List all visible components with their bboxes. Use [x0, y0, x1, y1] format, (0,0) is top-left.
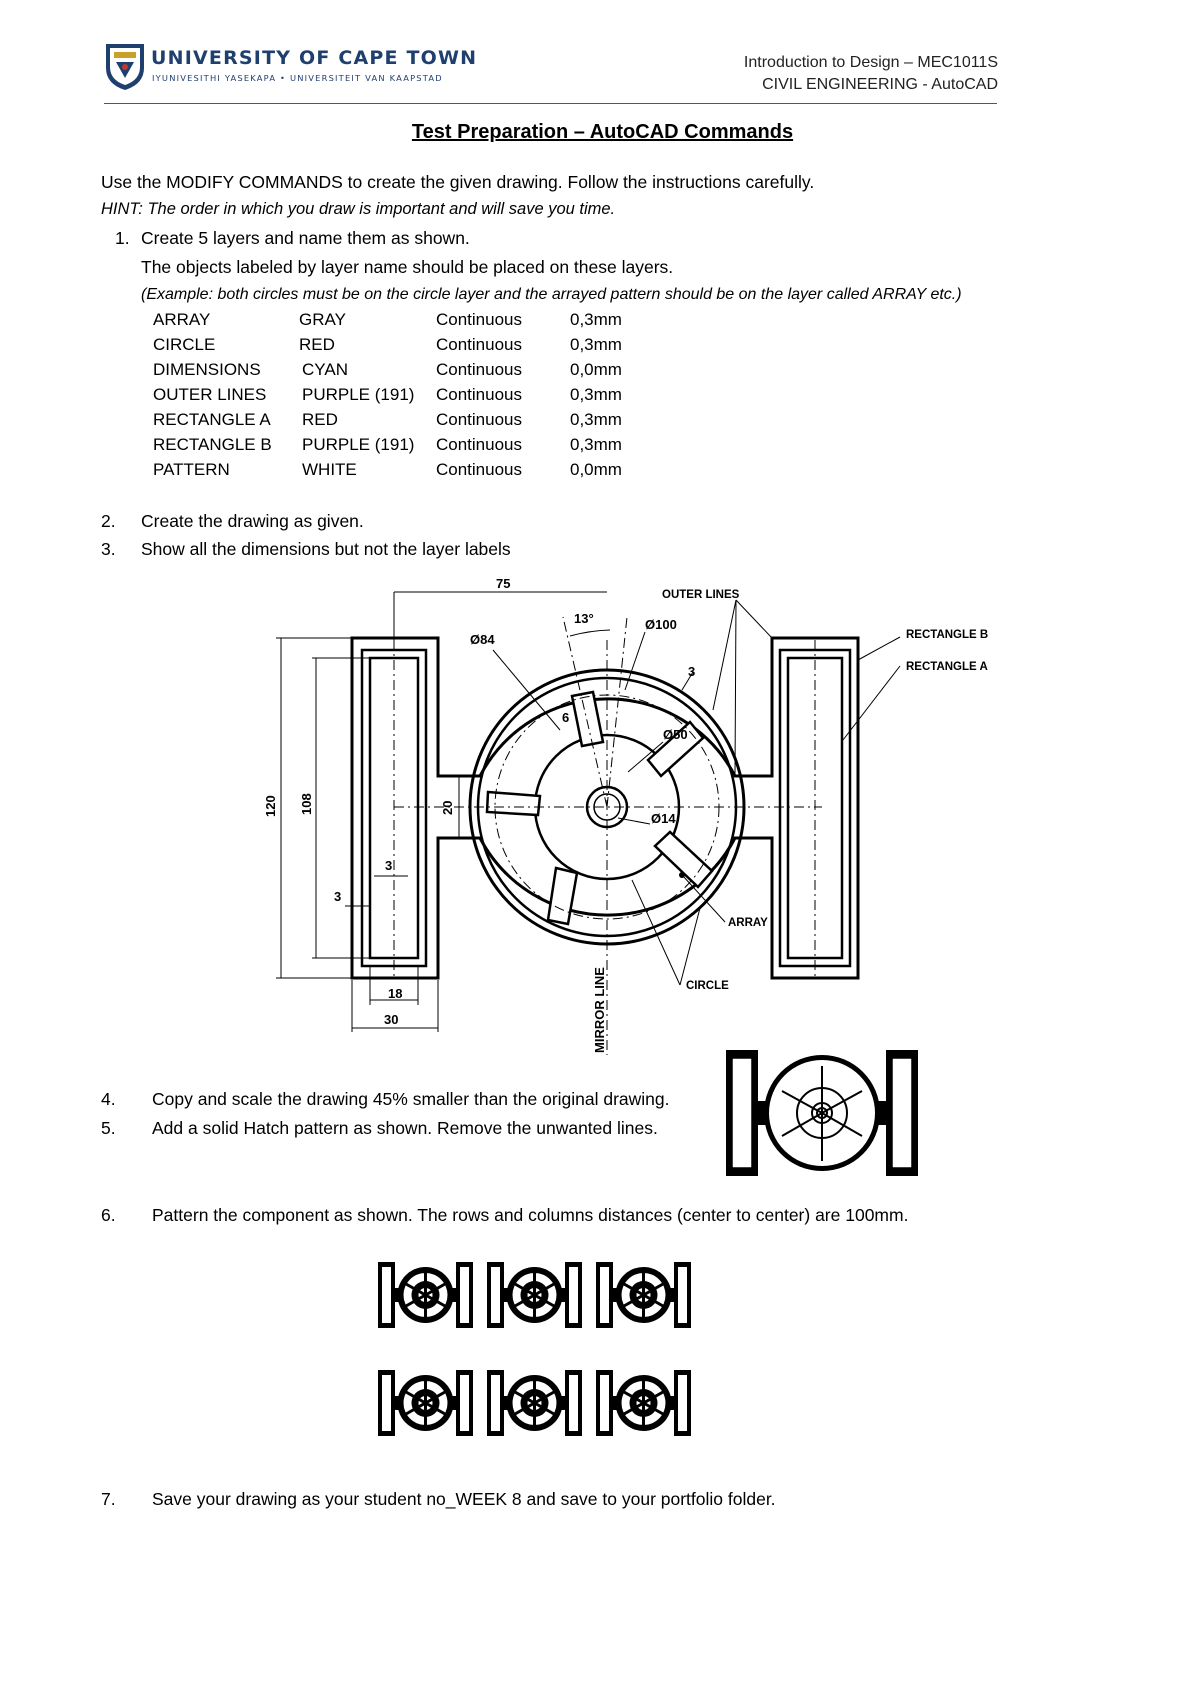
pattern-instance	[487, 1370, 582, 1436]
layer-row	[0, 435, 800, 459]
layer-color: GRAY	[299, 310, 346, 329]
layer-weight: 0,0mm	[570, 460, 622, 479]
layer-row	[0, 385, 800, 409]
step-5-number: 5.	[101, 1118, 116, 1138]
dim-75: 75	[496, 576, 511, 591]
dim-120: 120	[263, 795, 278, 817]
array-slot	[655, 832, 712, 887]
technical-drawing	[250, 570, 990, 1060]
layer-linetype: Continuous	[436, 385, 523, 404]
layer-linetype: Continuous	[436, 360, 523, 379]
dept-line: CIVIL ENGINEERING - AutoCAD	[762, 76, 998, 93]
dim-3-top: 3	[688, 664, 696, 679]
layer-weight: 0,0mm	[570, 360, 622, 379]
layer-linetype: Continuous	[436, 310, 523, 329]
uct-crest-logo	[104, 42, 146, 92]
university-subtitle: IYUNIVESITHI YASEKAPA • UNIVERSITEIT VAN KAAPSTAD	[152, 73, 443, 83]
step-2-text: Create the drawing as given.	[141, 511, 364, 531]
hatched-component-preview	[722, 1046, 922, 1181]
layer-row	[0, 460, 800, 484]
layer-weight: 0,3mm	[570, 310, 622, 329]
dim-30: 30	[384, 1012, 399, 1027]
layer-color: RED	[302, 410, 338, 429]
dim-d84: Ø84	[470, 632, 495, 647]
label-mirror-line: MIRROR LINE	[592, 967, 607, 1053]
layer-weight: 0,3mm	[570, 385, 622, 404]
layer-row	[0, 335, 800, 359]
dim-d100: Ø100	[645, 617, 677, 632]
layer-color: PURPLE (191)	[302, 435, 415, 454]
layer-linetype: Continuous	[436, 335, 523, 354]
hint-text: HINT: The order in which you draw is important and will save you time.	[101, 200, 616, 218]
layer-linetype: Continuous	[436, 410, 523, 429]
layer-row	[0, 360, 800, 384]
layer-weight: 0,3mm	[570, 435, 622, 454]
layer-linetype: Continuous	[436, 460, 523, 479]
outer-lines-profile	[352, 638, 858, 978]
page-title: Test Preparation – AutoCAD Commands	[411, 121, 794, 143]
step-7-number: 7.	[101, 1489, 116, 1509]
step-4-text: Copy and scale the drawing 45% smaller than the original drawing.	[152, 1089, 670, 1109]
layer-color: WHITE	[302, 460, 357, 479]
label-outer-lines: OUTER LINES	[662, 589, 740, 601]
layer-linetype: Continuous	[436, 435, 523, 454]
header-divider	[104, 103, 997, 104]
array-slot	[548, 868, 577, 924]
layer-name: PATTERN	[153, 460, 230, 479]
pattern-instance	[596, 1262, 691, 1328]
layer-name: CIRCLE	[153, 335, 216, 354]
label-circle: CIRCLE	[686, 980, 729, 992]
dim-108: 108	[299, 793, 314, 815]
university-name: UNIVERSITY OF CAPE TOWN	[151, 47, 478, 69]
dim-6: 6	[562, 710, 570, 725]
header-right	[598, 52, 998, 96]
step-2-number: 2.	[101, 511, 116, 531]
step-3-text: Show all the dimensions but not the layer labels	[141, 539, 511, 559]
step-7-text: Save your drawing as your student no_WEEK 8 and save to your portfolio folder.	[152, 1489, 776, 1509]
step-5-text: Add a solid Hatch pattern as shown. Remove the unwanted lines.	[152, 1118, 658, 1138]
dim-13-degrees: 13°	[574, 611, 594, 626]
course-line: Introduction to Design – MEC1011S	[743, 54, 998, 71]
dim-d14: Ø14	[651, 811, 676, 826]
step-6-number: 6.	[101, 1205, 116, 1225]
layer-name: ARRAY	[153, 310, 211, 329]
pattern-instance	[378, 1262, 473, 1328]
layer-name: OUTER LINES	[153, 385, 267, 404]
layer-color: PURPLE (191)	[302, 385, 415, 404]
dim-3-inner: 3	[385, 858, 393, 873]
step-1-line2: The objects labeled by layer name should be placed on these layers.	[141, 257, 674, 277]
step-1-number: 1.	[115, 228, 130, 248]
pattern-grid	[376, 1258, 691, 1438]
step-6-text: Pattern the component as shown. The rows and columns distances (center to center) are 100mm.	[152, 1205, 909, 1225]
dim-18: 18	[388, 986, 403, 1001]
layer-color: RED	[299, 335, 335, 354]
layer-row	[0, 410, 800, 434]
pattern-instance	[596, 1370, 691, 1436]
layer-name: RECTANGLE B	[153, 435, 272, 454]
label-rectangle-b: RECTANGLE B	[906, 629, 989, 641]
step-4-number: 4.	[101, 1089, 116, 1109]
dim-d50: Ø50	[663, 727, 688, 742]
dim-20: 20	[440, 800, 455, 815]
layer-name: RECTANGLE A	[153, 410, 271, 429]
layer-weight: 0,3mm	[570, 410, 622, 429]
step-1-example: (Example: both circles must be on the circle layer and the arrayed pattern should be on the layer called ARRAY etc.)	[141, 286, 962, 303]
layer-color: CYAN	[302, 360, 348, 379]
label-array: ARRAY	[728, 917, 768, 929]
layer-row	[0, 310, 800, 334]
pattern-instance	[487, 1262, 582, 1328]
step-3-number: 3.	[101, 539, 116, 559]
dim-3-left: 3	[334, 889, 342, 904]
layer-weight: 0,3mm	[570, 335, 622, 354]
step-1-text: Create 5 layers and name them as shown.	[141, 228, 470, 248]
label-rectangle-a: RECTANGLE A	[906, 661, 988, 673]
intro-text: Use the MODIFY COMMANDS to create the given drawing. Follow the instructions carefully.	[101, 172, 815, 192]
pattern-instance	[378, 1370, 473, 1436]
layer-name: DIMENSIONS	[153, 360, 261, 379]
